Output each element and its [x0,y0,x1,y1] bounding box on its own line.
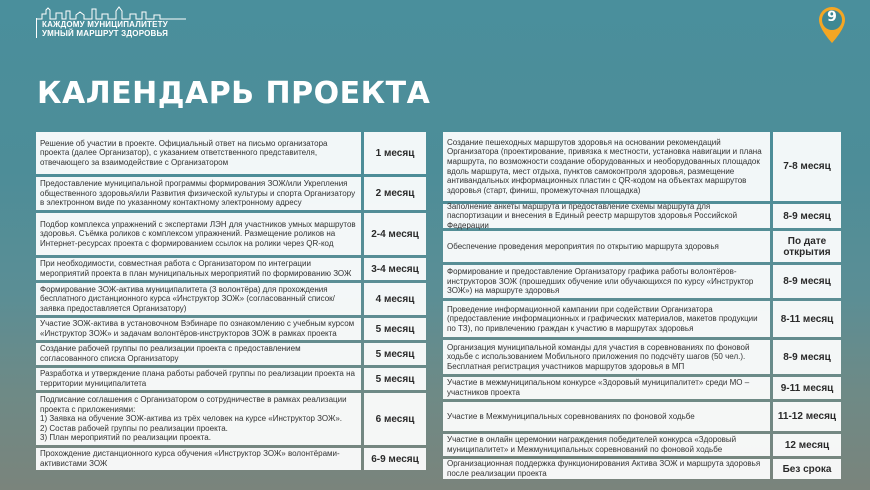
task-term: Без срока [773,459,841,479]
task-description: Организация муниципальной команды для участия в соревнованиях по фоновой ходьбе с использованием Мобильного приложения по подсчёту шагов (50 чел.). Бесплатная регистрация участников маршрутов здоровья в МП [443,340,770,374]
task-term: 9-11 месяц [773,377,841,399]
calendar-row [36,132,426,174]
task-description: Решение об участии в проекте. Официальный ответ на письмо организатора проекта (далее Организатор), с указанием ответственного представителя, отвечающего за взаимодействие с Организатором [36,132,361,174]
project-logo [36,6,186,36]
calendar-row [36,258,426,280]
task-term: 11-12 месяц [773,402,841,431]
calendar-row [36,213,426,255]
calendar-right-column [443,132,841,482]
task-description: Участие ЗОЖ-актива в установочном Вэбинаре по ознакомлению с учебным курсом «Инструктор ЗОЖ» и задачам волонтёров-инструкторов ЗОЖ в рамках проекта [36,318,361,340]
task-term: 6 месяц [364,393,426,445]
task-term: 5 месяц [364,368,426,390]
task-term: 12 месяц [773,434,841,456]
calendar-row [443,340,841,374]
task-description: Создание рабочей группы по реализации проекта с предоставлением согласованного списка Организатору [36,343,361,365]
calendar-row [443,402,841,431]
logo-frame-line [36,18,37,38]
calendar-row [443,434,841,456]
logo-line-2: УМНЫЙ МАРШРУТ ЗДОРОВЬЯ [42,29,169,38]
task-description: Организационная поддержка функционирования Актива ЗОЖ и маршрута здоровья после реализации проекта [443,459,770,479]
task-term: 2-4 месяц [364,213,426,255]
city-skyline-icon [36,6,186,20]
task-term: 1 месяц [364,132,426,174]
task-description: Участие в межмуниципальном конкурсе «Здоровый муниципалитет» среди МО – участников проекта [443,377,770,399]
task-description: Разработка и утверждение плана работы рабочей группы по реализации проекта на территории муниципалитета [36,368,361,390]
task-term: 4 месяц [364,283,426,315]
task-term: 7-8 месяц [773,132,841,201]
task-description: Участие в онлайн церемонии награждения победителей конкурса «Здоровый муниципалитет» и Межмуниципальных соревнований по фоновой ходьбе [443,434,770,456]
task-description: Предоставление муниципальной программы формирования ЗОЖ/или Укрепления общественного здоровья/или Развития физической культуры и спорта Организатору в электронном виде по указанному контактному электронному адресу [36,177,361,210]
task-description: Прохождение дистанционного курса обучения «Инструктор ЗОЖ» волонтёрами-активистами ЗОЖ [36,448,361,470]
task-term: 5 месяц [364,343,426,365]
task-description: Проведение информационной кампании при содействии Организатора (предоставление информационных и графических материалов, макетов продукции по ТЗ), по привлечению граждан к участию в маршрутах здоровья [443,301,770,337]
task-description: Заполнение анкеты маршрута и предоставление схемы маршрута для паспортизации и внесения в Единый реестр маршрутов здоровья Российской Федерации [443,204,770,228]
calendar-row [36,343,426,365]
task-term: 2 месяц [364,177,426,210]
task-term: 8-9 месяц [773,204,841,228]
task-description: Создание пешеходных маршрутов здоровья на основании рекомендаций Организатора (проектирование, привязка к местности, установка навигации и плана маршрута, по возможности создание оборудованных и необорудованных площадок вдоль маршрута, мест отдыха, пунктов самоконтроля здоровья, размещение антивандальных информационных пластин с QR-кодом на объектах маршрутов здоровья (старт, финиш, промежуточная площадка) [443,132,770,201]
calendar-row [36,393,426,445]
task-description: Участие в Межмуниципальных соревнованиях по фоновой ходьбе [443,402,770,431]
task-term: По дате открытия [773,231,841,262]
task-term: 8-9 месяц [773,265,841,298]
task-term: 8-11 месяц [773,301,841,337]
task-description: При необходимости, совместная работа с Организатором по интеграции мероприятий проекта в план муниципальных мероприятий по формированию ЗОЖ [36,258,361,280]
calendar-row [36,448,426,470]
logo-text [42,20,168,38]
page-number: 9 [827,9,837,25]
page-title: КАЛЕНДАРЬ ПРОЕКТА [37,76,431,111]
task-term: 6-9 месяц [364,448,426,470]
task-description: Формирование и предоставление Организатору графика работы волонтёров-инструкторов ЗОЖ (прошедших обучение или обучающихся по курсу «Инструктор ЗОЖ») на маршруте здоровья [443,265,770,298]
calendar-row [443,301,841,337]
calendar-row [36,318,426,340]
calendar-row [443,265,841,298]
calendar-row [443,377,841,399]
task-description: Формирование ЗОЖ-актива муниципалитета (3 волонтёра) для прохождения бесплатного дистанционного курса «Инструктор ЗОЖ» (согласованный список/заявка предоставляется Организатору) [36,283,361,315]
task-description: Обеспечение проведения мероприятия по открытию маршрута здоровья [443,231,770,262]
calendar-row [443,201,841,230]
task-term: 8-9 месяц [773,340,841,374]
calendar-row [443,132,841,201]
task-term: 3-4 месяц [364,258,426,280]
task-description: Подбор комплекса упражнений с экспертами ЛЭН для участников умных маршрутов здоровья. Съёмка роликов с комплексом упражнений. Размещение роликов на Интернет-ресурсах проекта с формированием ссылок на ролики через QR-код [36,213,361,255]
calendar-row [443,459,841,479]
task-description: Подписание соглашения с Организатором о сотрудничестве в рамках реализации проекта с приложениями: 1) Заявка на обучение ЗОЖ-актива из трёх человек на курсе «Инструктор ЗОЖ». 2) Состав рабочей группы по реализации проекта. 3) План мероприятий по реализации проекта. [36,393,361,445]
task-term: 5 месяц [364,318,426,340]
calendar-row [36,368,426,390]
calendar-row [36,283,426,315]
calendar-row [36,177,426,210]
calendar-left-column [36,132,426,473]
calendar-row [443,231,841,262]
logo-line-1: КАЖДОМУ МУНИЦИПАЛИТЕТУ [42,20,168,29]
